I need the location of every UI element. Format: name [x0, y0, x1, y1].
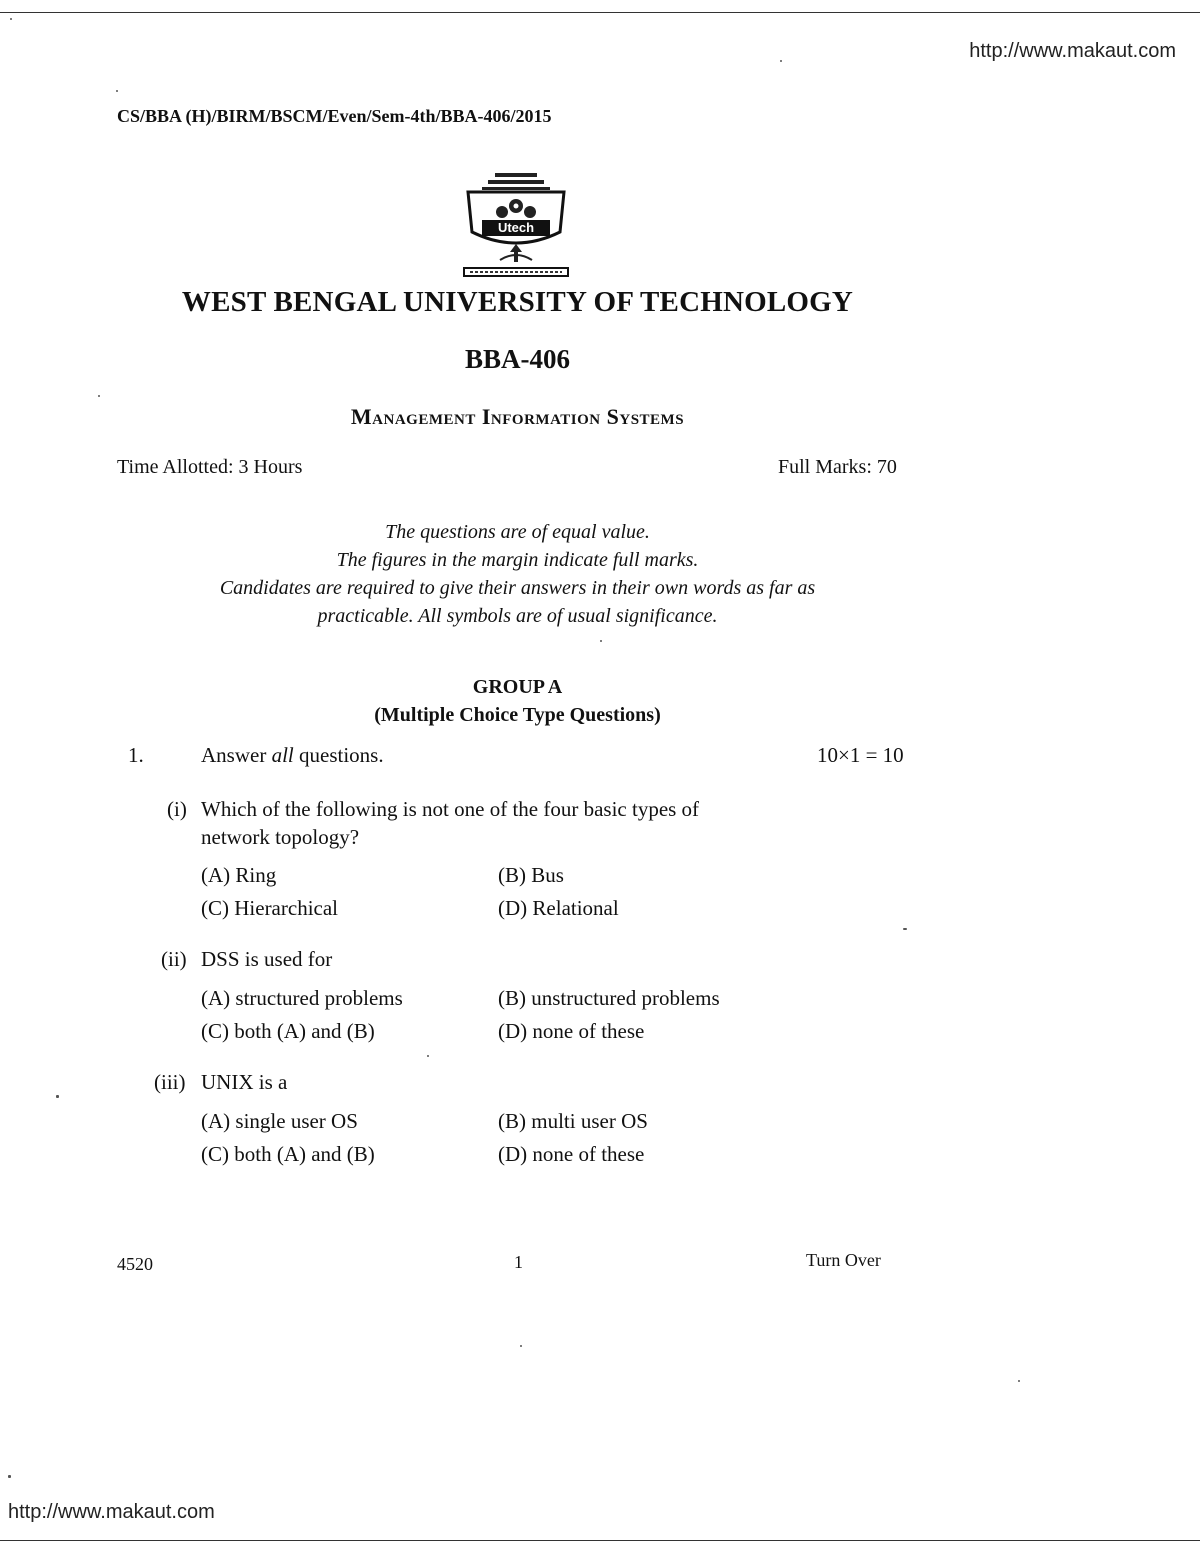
question-marks: 10×1 = 10 [817, 743, 904, 767]
instruction-line: practicable. All symbols are of usual significance. [317, 605, 718, 627]
group-title: GROUP A [472, 676, 563, 698]
option-b: (B) multi user OS [498, 1109, 648, 1133]
question-instruction [201, 743, 384, 768]
option-d: (D) none of these [498, 1019, 645, 1043]
instruction-pre: Answer [201, 743, 272, 767]
university-logo [460, 170, 572, 282]
course-code: BBA-406 [464, 344, 570, 374]
turn-over: Turn Over [806, 1250, 881, 1270]
option-d: (D) none of these [498, 1142, 645, 1166]
instruction-line: The figures in the margin indicate full marks. [336, 549, 699, 571]
subquestion-number: (iii) [154, 1070, 186, 1094]
subquestion-text-line2: network topology? [201, 825, 360, 849]
page-number: 1 [514, 1252, 523, 1272]
option-a: (A) single user OS [201, 1109, 358, 1133]
option-c: (C) both (A) and (B) [201, 1019, 375, 1043]
instruction-line: Candidates are required to give their answers in their own words as far as [219, 577, 816, 599]
subquestion-text: DSS is used for [201, 947, 333, 971]
option-b: (B) unstructured problems [498, 986, 720, 1010]
option-a: (A) structured problems [201, 986, 403, 1010]
option-c: (C) Hierarchical [201, 896, 339, 920]
university-name: WEST BENGAL UNIVERSITY OF TECHNOLOGY [181, 286, 854, 318]
subquestion-number: (ii) [161, 947, 187, 971]
bottom-border [0, 1540, 1200, 1541]
url-bottom[interactable]: http://www.makaut.com [8, 1501, 215, 1523]
option-a: (A) Ring [201, 863, 277, 887]
subquestion-number: (i) [167, 797, 187, 821]
subquestion-text: Which of the following is not one of the four basic types of [201, 797, 700, 821]
logo-text: Utech [497, 220, 535, 235]
question-number: 1. [128, 743, 144, 767]
full-marks: Full Marks: 70 [778, 456, 897, 478]
option-b: (B) Bus [498, 863, 564, 887]
instruction-emphasis: all [271, 743, 294, 767]
paper-code: CS/BBA (H)/BIRM/BSCM/Even/Sem-4th/BBA-406/2015 [117, 106, 552, 126]
footer-code: 4520 [117, 1254, 153, 1274]
url-top[interactable]: http://www.makaut.com [969, 40, 1176, 62]
top-border [0, 12, 1200, 13]
group-subtitle: (Multiple Choice Type Questions) [374, 704, 661, 726]
time-allotted: Time Allotted: 3 Hours [117, 456, 303, 478]
option-c: (C) both (A) and (B) [201, 1142, 375, 1166]
subquestion-text: UNIX is a [201, 1070, 288, 1094]
option-d: (D) Relational [498, 896, 619, 920]
instructions [0, 518, 1035, 630]
instruction-line: The questions are of equal value. [385, 521, 650, 543]
subject-title: Management Information Systems [350, 404, 685, 429]
instruction-post: questions. [293, 743, 384, 767]
